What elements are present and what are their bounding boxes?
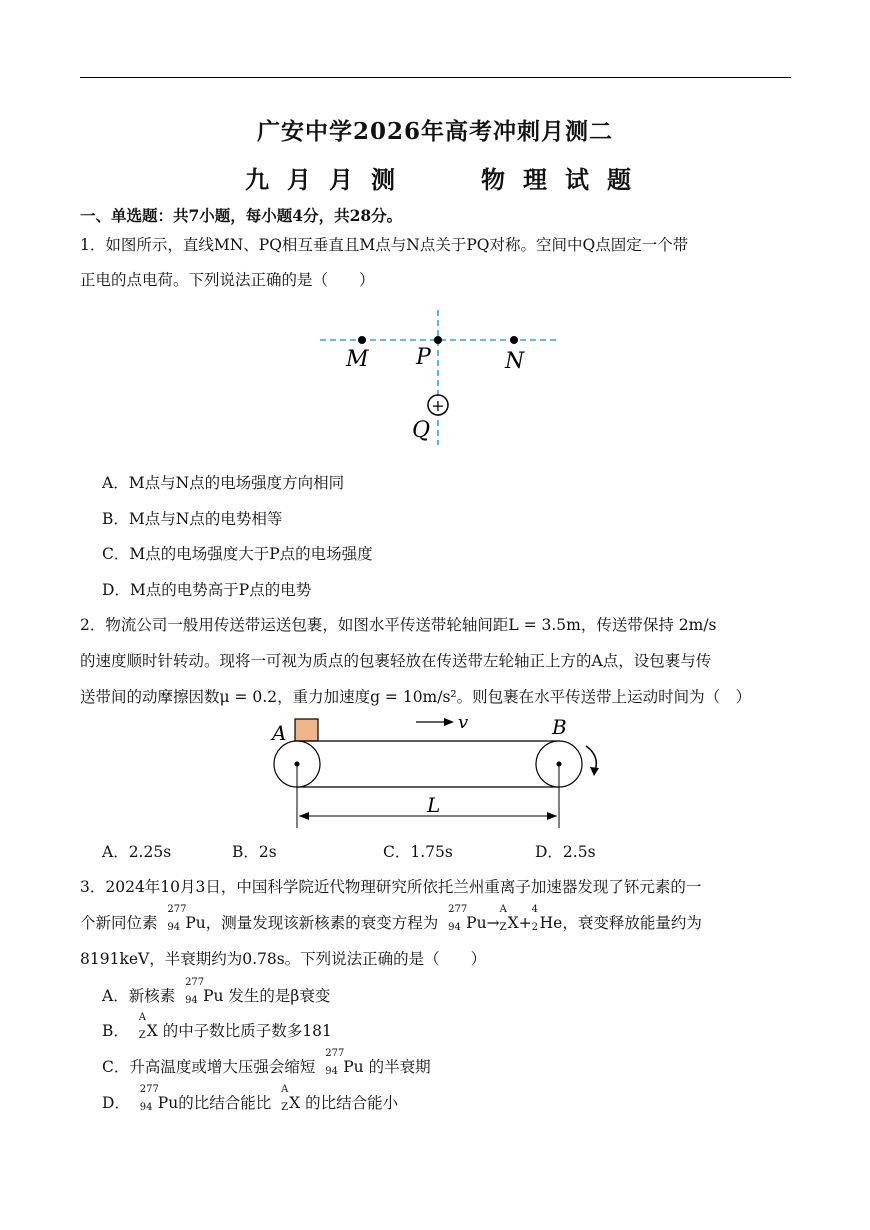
- q2-option-d: D．2.5s: [535, 843, 596, 861]
- q1-stem-line2: 正电的点电荷。下列说法正确的是（ ）: [80, 271, 375, 289]
- label-q: Q: [412, 418, 431, 443]
- q3-option-c: C．升高温度或增大压强会缩短 277 94 Pu 的半衰期: [102, 1048, 431, 1077]
- exam-subtitle-left: 九月月测: [245, 165, 413, 194]
- header-rule: [80, 77, 791, 78]
- q3-stem-line2: 个新同位素 277 94 Pu，测量发现该新核素的衰变方程为 277 94 Pu→ A Z X+ 4 2 He，衰变释放能量约为: [80, 904, 702, 933]
- point-n: [510, 336, 518, 344]
- q1-option-d: D．M点的电势高于P点的电势: [102, 581, 312, 599]
- point-p: [434, 336, 442, 344]
- q1-option-a: A．M点与N点的电场强度方向相同: [102, 474, 345, 492]
- q3-stem-line1: 3．2024年10月3日，中国科学院近代物理研究所依托兰州重离子加速器发现了钚元素的一: [80, 878, 702, 896]
- q3-option-a: A．新核素 277 94 Pu 发生的是β衰变: [102, 977, 331, 1006]
- q2-stem-line3: 送带间的动摩擦因数μ = 0.2，重力加速度g = 10m/s²。则包裹在水平传送带上运动时间为（ ）: [80, 688, 752, 706]
- q3-option-b: B． A Z X 的中子数比质子数多181: [102, 1012, 332, 1041]
- exam-title: 广安中学2026年高考冲刺月测二: [256, 118, 613, 145]
- q1-figure: [300, 300, 580, 460]
- nuclide-he-eq: 4 2 He: [531, 904, 563, 933]
- charge-sign: +: [431, 396, 445, 415]
- exam-subtitle-right: 物理试题: [481, 165, 649, 194]
- velocity-arrow-head: [444, 718, 454, 726]
- q2-stem-line2: 的速度顺时针转动。现将一可视为质点的包裹轻放在传送带左轮轴正上方的A点，设包裹与传: [80, 652, 712, 670]
- nuclide-x-eq: A Z X: [499, 904, 519, 933]
- label-p: P: [416, 345, 431, 370]
- label-l: L: [427, 793, 441, 817]
- package-box: [295, 719, 318, 741]
- label-v: v: [458, 712, 469, 733]
- q2-figure: [262, 712, 612, 834]
- nuclide-pu: 277 94 Pu: [167, 904, 206, 933]
- q2-option-b: B．2s: [232, 843, 277, 861]
- length-arrow-right-head: [547, 812, 557, 820]
- length-arrow-left-head: [299, 812, 309, 820]
- label-n: N: [505, 349, 525, 374]
- section-heading: 一、单选题：共7小题，每小题4分，共28分。: [80, 206, 403, 225]
- q1-option-b: B．M点与N点的电势相等: [102, 510, 283, 528]
- q2-stem-line1: 2．物流公司一般用传送带运送包裹，如图水平传送带轮轴间距L = 3.5m，传送带保持 2m/s: [80, 616, 717, 634]
- q1-stem-line1: 1．如图所示，直线MN、PQ相互垂直且M点与N点关于PQ对称。空间中Q点固定一个带: [80, 236, 689, 254]
- label-b: B: [552, 715, 567, 739]
- label-a: A: [272, 721, 287, 745]
- q3-stem-line3: 8191keV，半衰期约为0.78s。下列说法正确的是（ ）: [80, 950, 487, 968]
- nuclide-pu-eq: 277 94 Pu: [448, 904, 487, 933]
- label-m: M: [346, 347, 369, 372]
- q2-option-c: C．1.75s: [383, 843, 453, 861]
- q2-option-a: A．2.25s: [102, 843, 172, 861]
- q1-option-c: C．M点的电场强度大于P点的电场强度: [102, 545, 373, 563]
- q3-option-d: D． 277 94 Pu的比结合能比 A Z X 的比结合能小: [102, 1084, 399, 1113]
- point-m: [358, 336, 366, 344]
- rotation-arrow-head: [590, 767, 599, 776]
